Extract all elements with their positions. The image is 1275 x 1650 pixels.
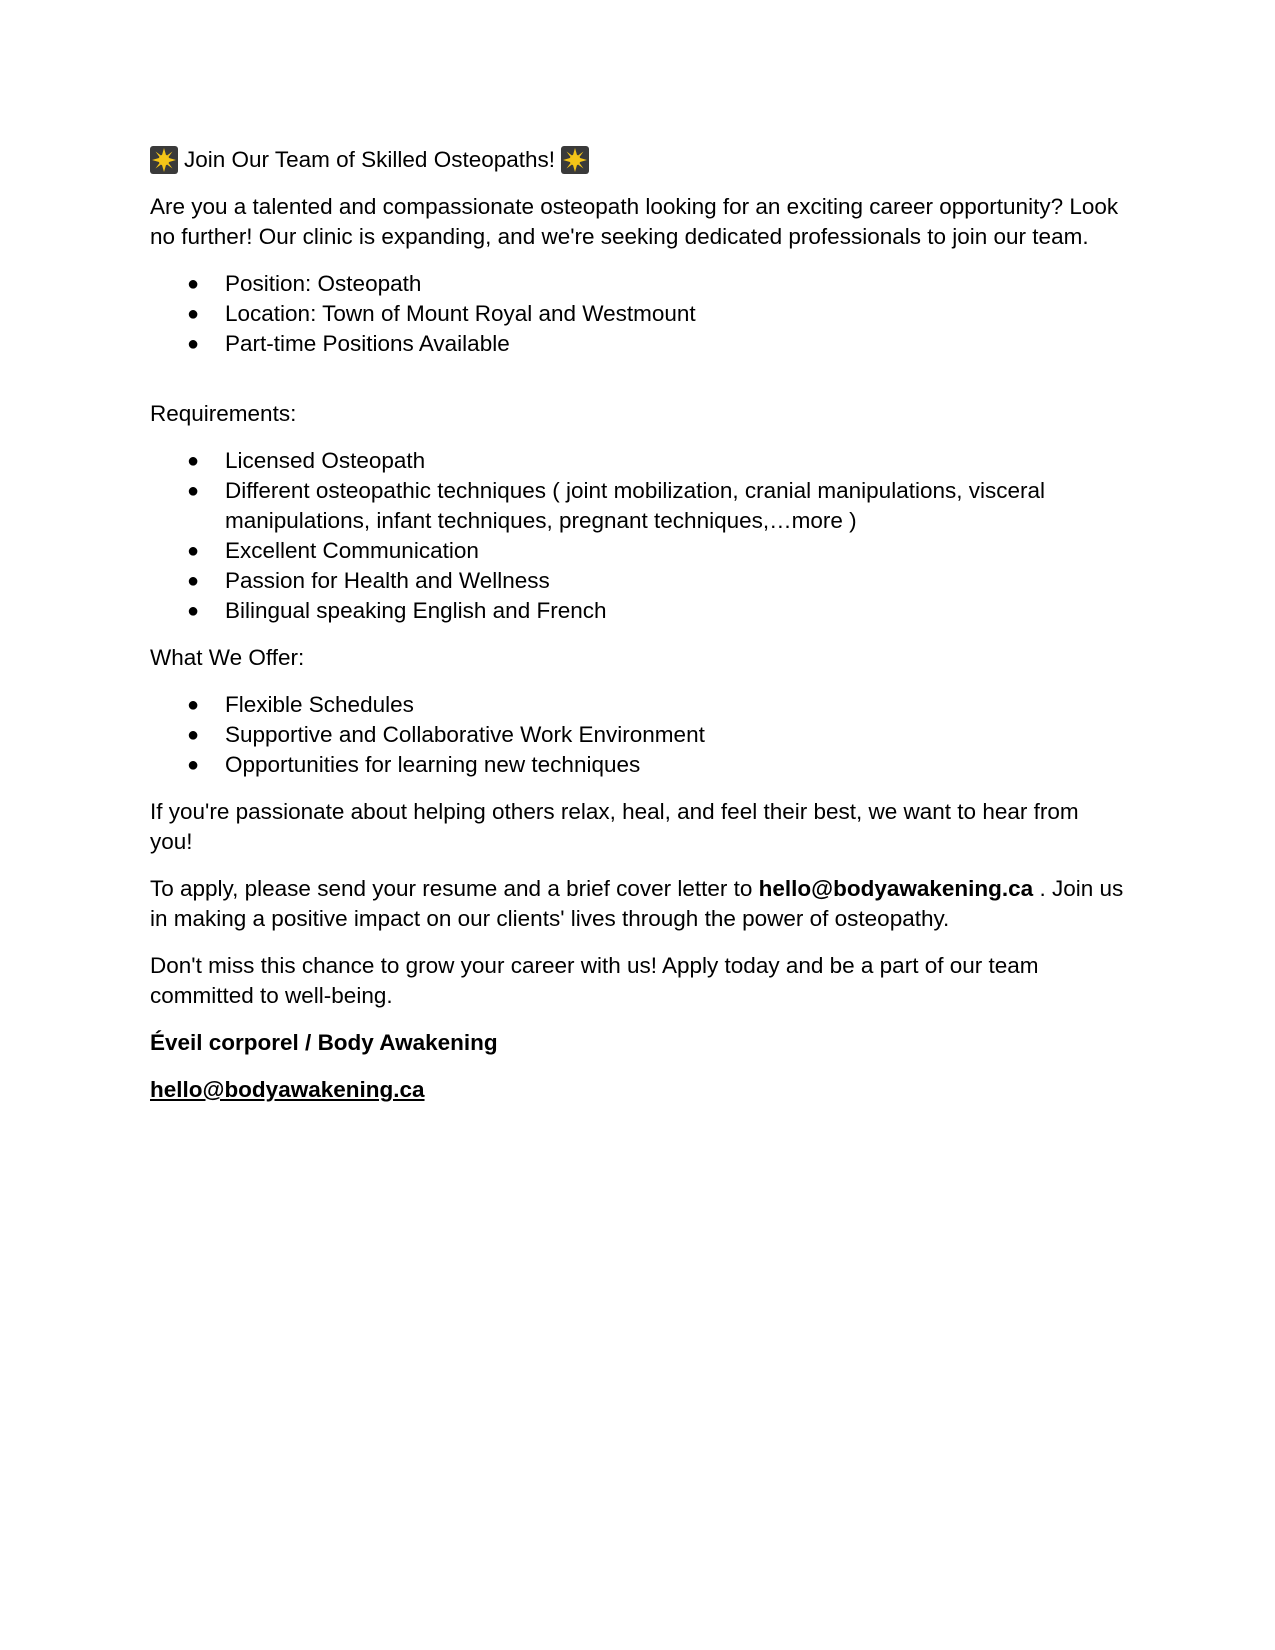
cta-paragraph: Don't miss this chance to grow your career with us! Apply today and be a part of our team committed to well-being. [150, 953, 1039, 1008]
list-item: ● Flexible Schedules [150, 690, 1125, 720]
bullet-icon: ● [187, 273, 200, 295]
requirements-heading: Requirements: [150, 401, 297, 426]
list-item: ● Location: Town of Mount Royal and Westmount [150, 299, 1125, 329]
list-item: ● Bilingual speaking English and French [150, 596, 1125, 626]
document-page [150, 145, 1125, 1122]
list-item: ● Part-time Positions Available [150, 329, 1125, 359]
bullet-icon: ● [187, 570, 200, 592]
page-title: Join Our Team of Skilled Osteopaths! [184, 147, 556, 172]
signature-email-line [150, 1075, 1125, 1105]
intro-paragraph: Are you a talented and compassionate osteopath looking for an exciting career opportunity? Look no further! Our clinic is expanding, and we're seeking dedicated professionals to join our team. [150, 194, 1119, 249]
bullet-icon: ● [187, 724, 200, 746]
sun-emoji-icon [150, 146, 178, 174]
list-item: ● Position: Osteopath [150, 269, 1125, 299]
list-item: ● Passion for Health and Wellness [150, 566, 1125, 596]
signature-email-link[interactable]: hello@bodyawakening.ca [150, 1077, 425, 1102]
list-item: ● Supportive and Collaborative Work Environment [150, 720, 1125, 750]
list-item: ● Opportunities for learning new techniques [150, 750, 1125, 780]
bullet-icon: ● [187, 333, 200, 355]
offer-heading: What We Offer: [150, 645, 305, 670]
list-item: ● Different osteopathic techniques ( joint mobilization, cranial manipulations, visceral manipulations, infant techniques, pregnant techniques,…more ) [187, 478, 1046, 533]
apply-paragraph [150, 874, 1125, 934]
bullet-icon: ● [187, 303, 200, 325]
sun-emoji-icon [561, 146, 589, 174]
job-details-list [150, 269, 1125, 359]
title-line [150, 145, 1125, 175]
bullet-icon: ● [187, 480, 200, 502]
bullet-icon: ● [187, 600, 200, 622]
requirements-list [150, 446, 1125, 626]
bullet-icon: ● [187, 450, 200, 472]
bullet-icon: ● [187, 754, 200, 776]
passion-paragraph: If you're passionate about helping others relax, heal, and feel their best, we want to hear from you! [150, 799, 1079, 854]
list-item: ● Excellent Communication [150, 536, 1125, 566]
apply-email[interactable]: hello@bodyawakening.ca [758, 876, 1034, 901]
apply-prefix: To apply, please send your resume and a brief cover letter to [150, 876, 759, 901]
apply-suffix: . Join us in making a positive impact on our clients' lives through the power of osteopathy. [150, 876, 1124, 931]
bullet-icon: ● [187, 694, 200, 716]
bullet-icon: ● [187, 540, 200, 562]
signature-name: Éveil corporel / Body Awakening [150, 1030, 498, 1055]
list-item: ● Licensed Osteopath [150, 446, 1125, 476]
offer-list [150, 690, 1125, 780]
